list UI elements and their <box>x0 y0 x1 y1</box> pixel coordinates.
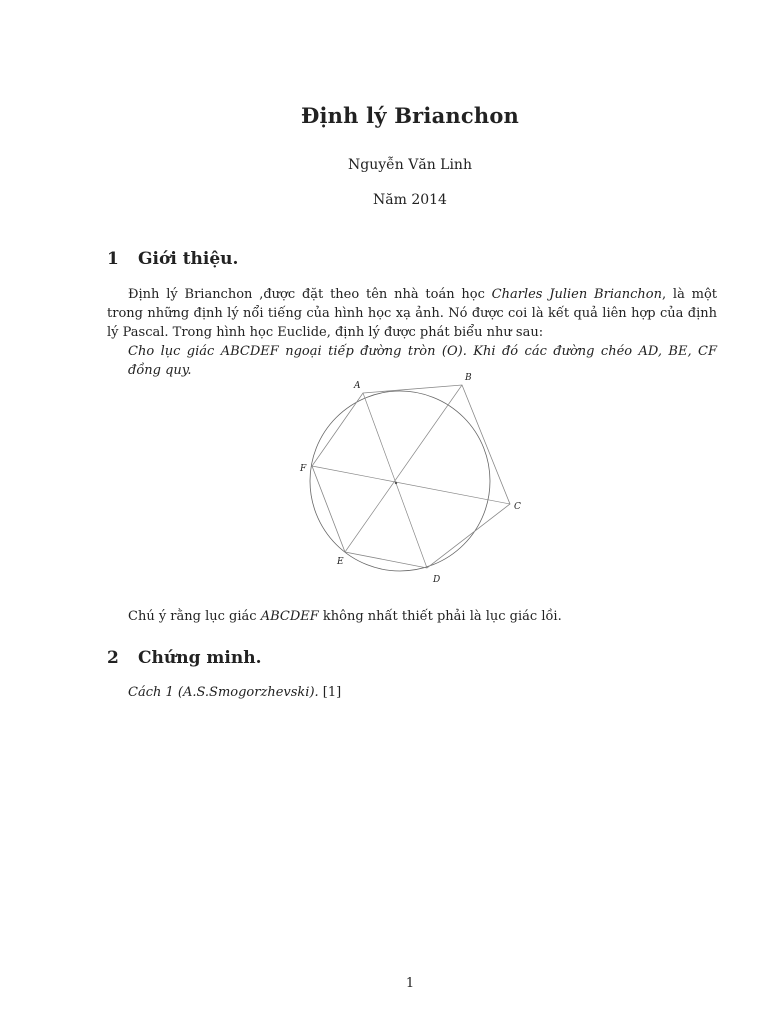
section-number: 2 <box>107 648 119 668</box>
intro-paragraph <box>107 285 717 380</box>
paper-date: Năm 2014 <box>373 192 447 208</box>
mathematician-name: Charles Julien Brianchon <box>491 287 662 302</box>
section-title: Giới thiệu. <box>138 249 239 269</box>
intro-text-start: Định lý Brianchon ,được đặt theo tên nhà toán học <box>128 287 492 302</box>
label-f: F <box>300 464 307 474</box>
label-e: E <box>337 557 344 567</box>
incircle <box>310 391 490 571</box>
intro-text-end: , là một trong những định lý nổi tiếng của hình học xạ ảnh. Nó được coi là kết quả liên hợp của định lý Pascal. Trong hình học Euclide, định lý được phát biểu như sau: <box>107 287 718 340</box>
section-title: Chứng minh. <box>138 648 262 668</box>
label-a: A <box>354 381 361 391</box>
note-text-start: Chú ý rằng lục giác <box>128 609 261 624</box>
brianchon-figure <box>290 368 530 588</box>
label-b: B <box>465 373 472 383</box>
diagonal-be <box>345 385 462 552</box>
proof-method-line <box>107 683 717 702</box>
hexagon-name: ABCDEF <box>260 609 319 624</box>
section-heading-intro <box>107 249 238 269</box>
section-number: 1 <box>107 249 119 269</box>
author-name: Nguyễn Văn Linh <box>348 157 472 173</box>
theorem-statement: Cho lục giác ABCDEF ngoại tiếp đường tròn (O). Khi đó các đường chéo AD, BE, CF đồng quy. <box>128 344 717 378</box>
note-text-end: không nhất thiết phải là lục giác lồi. <box>318 609 562 624</box>
proof-method: Cách 1 (A.S.Smogorzhevski). <box>128 685 319 700</box>
section-heading-proof <box>107 648 262 668</box>
concurrency-point <box>395 482 397 484</box>
label-d: D <box>433 575 441 585</box>
note-paragraph <box>107 607 717 626</box>
label-c: C <box>514 502 521 512</box>
paper-title: Định lý Brianchon <box>300 103 520 128</box>
diagonal-cf <box>312 466 510 504</box>
citation-link[interactable]: [1] <box>318 685 342 700</box>
page-number: 1 <box>405 976 415 991</box>
